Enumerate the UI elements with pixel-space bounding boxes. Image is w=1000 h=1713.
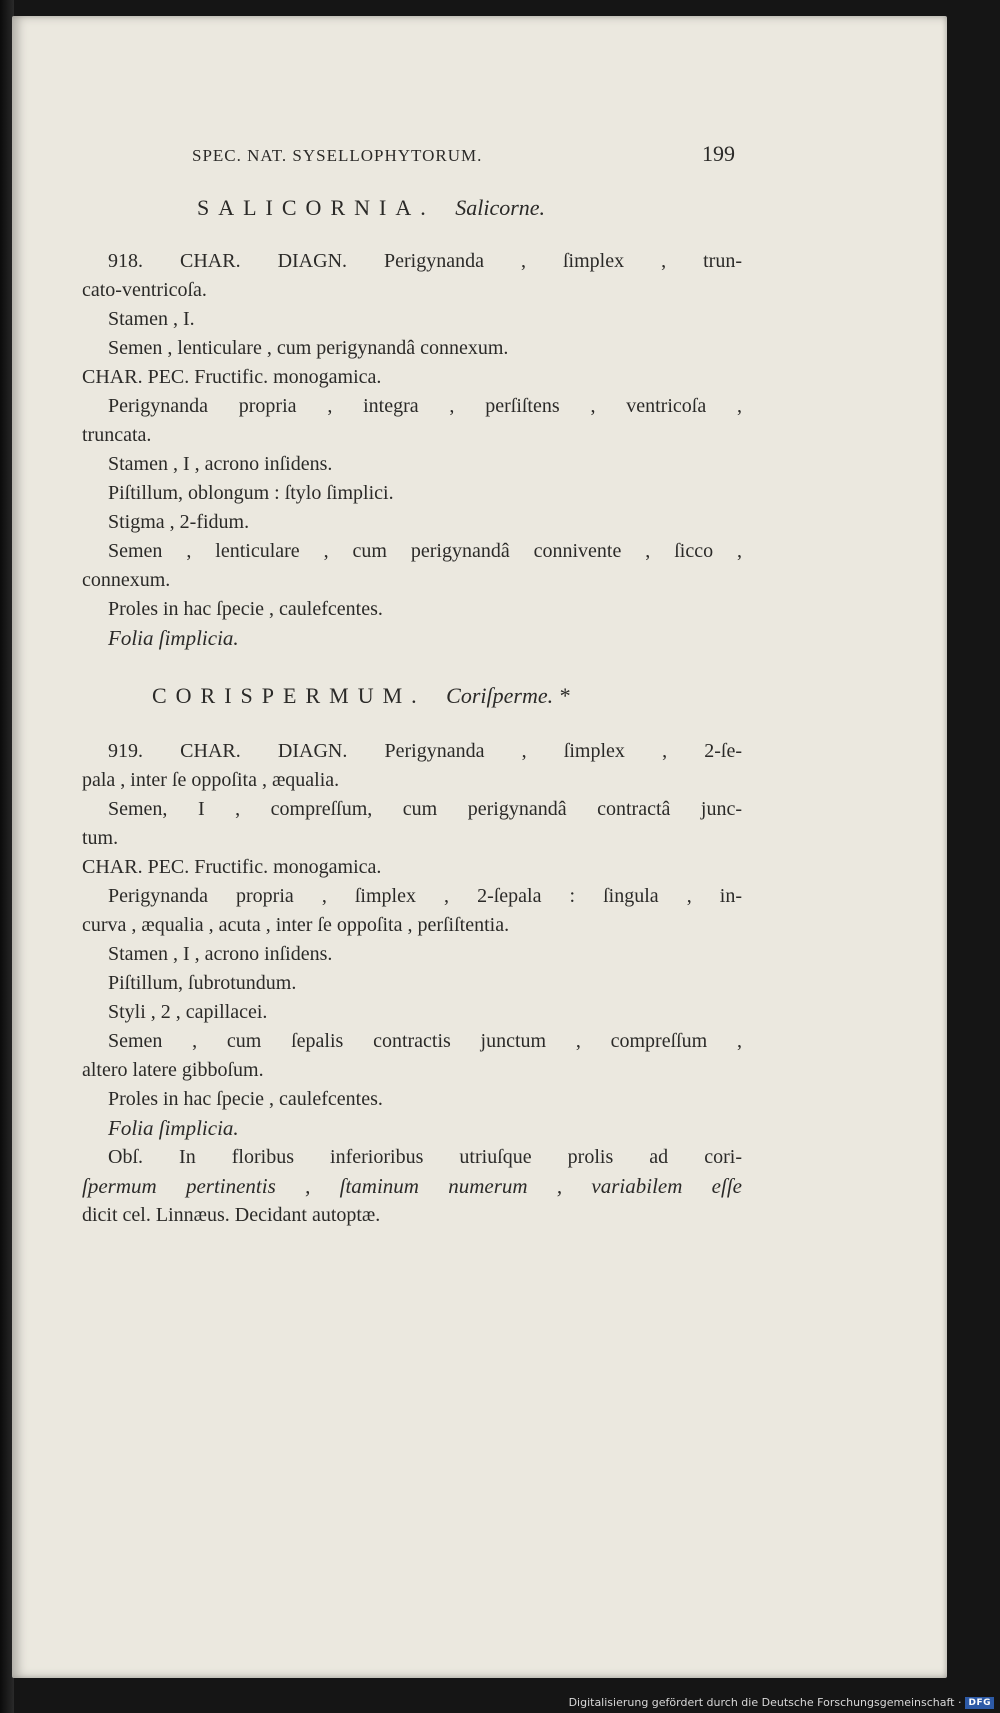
text-line: 919. CHAR. DIAGN. Perigynanda , ſimplex , 2-ſe- (108, 740, 742, 762)
text-line: Proles in hac ſpecie , caulefcentes. (108, 1088, 383, 1110)
text-line: altero latere gibboſum. (82, 1059, 264, 1081)
text-line: Piſtillum, ſubrotundum. (108, 972, 297, 994)
genus-heading-corispermum (152, 683, 742, 709)
genus-description-corispermum (82, 737, 742, 1230)
text-line: Folia ſimplicia. (108, 626, 239, 650)
text-line: tum. (82, 827, 119, 849)
text-line: Semen , cum ſepalis contractis junctum , compreſſum , (108, 1030, 742, 1052)
text-line: cato-ventricoſa. (82, 279, 207, 301)
text-line: Semen, I , compreſſum, cum perigynandâ contractâ junc- (108, 798, 742, 820)
text-line: Piſtillum, oblongum : ſtylo ſimplici. (108, 482, 394, 504)
genus-title: CORISPERMUM. (152, 683, 426, 708)
text-line: dicit cel. Linnæus. Decidant autoptæ. (82, 1204, 381, 1226)
text-line: Stigma , 2-fidum. (108, 511, 250, 533)
running-head (192, 141, 735, 167)
dfg-logo-icon: DFG (965, 1697, 994, 1709)
text-line: connexum. (82, 569, 171, 591)
text-line: CHAR. PEC. Fructific. monogamica. (82, 856, 382, 878)
running-head-title: SPEC. NAT. SYSELLOPHYTORUM. (192, 146, 483, 165)
text-line: truncata. (82, 424, 152, 446)
text-line: curva , æqualia , acuta , inter ſe oppoſita , perſiſtentia. (82, 914, 510, 936)
text-line: 918. CHAR. DIAGN. Perigynanda , ſimplex , trun- (108, 250, 742, 272)
text-line: Stamen , I. (108, 308, 195, 330)
text-line: Obſ. In floribus inferioribus utriuſque prolis ad cori- (108, 1146, 742, 1168)
text-line: Proles in hac ſpecie , caulefcentes. (108, 598, 383, 620)
text-line: Semen , lenticulare , cum perigynandâ connivente , ſicco , (108, 540, 742, 562)
digitization-credit (569, 1696, 994, 1709)
genus-heading-salicornia (197, 195, 742, 221)
text-line: Folia ſimplicia. (108, 1116, 239, 1140)
page-number: 199 (702, 141, 735, 166)
text-line: pala , inter ſe oppoſita , æqualia. (82, 769, 340, 791)
text-line: Semen , lenticulare , cum perigynandâ connexum. (108, 337, 509, 359)
text-line: Perigynanda propria , ſimplex , 2-ſepala : ſingula , in- (108, 885, 742, 907)
text-line: Styli , 2 , capillacei. (108, 1001, 268, 1023)
text-line: Stamen , I , acrono inſidens. (108, 943, 333, 965)
genus-description-salicornia (82, 247, 742, 653)
credit-text: Digitalisierung gefördert durch die Deutsche Forschungsgemeinschaft · (568, 1696, 962, 1709)
text-line: Perigynanda propria , integra , perſiſtens , ventricoſa , (108, 395, 742, 417)
text-line: CHAR. PEC. Fructific. monogamica. (82, 366, 382, 388)
page-text (82, 141, 742, 1230)
genus-vernacular: Salicorne. (455, 195, 546, 220)
book-page (12, 16, 947, 1678)
text-line: Stamen , I , acrono inſidens. (108, 453, 333, 475)
genus-vernacular: Coriſperme. * (446, 683, 570, 708)
genus-title: SALICORNIA. (197, 195, 435, 220)
text-line: ſpermum pertinentis , ſtaminum numerum , variabilem eſſe (82, 1174, 742, 1198)
